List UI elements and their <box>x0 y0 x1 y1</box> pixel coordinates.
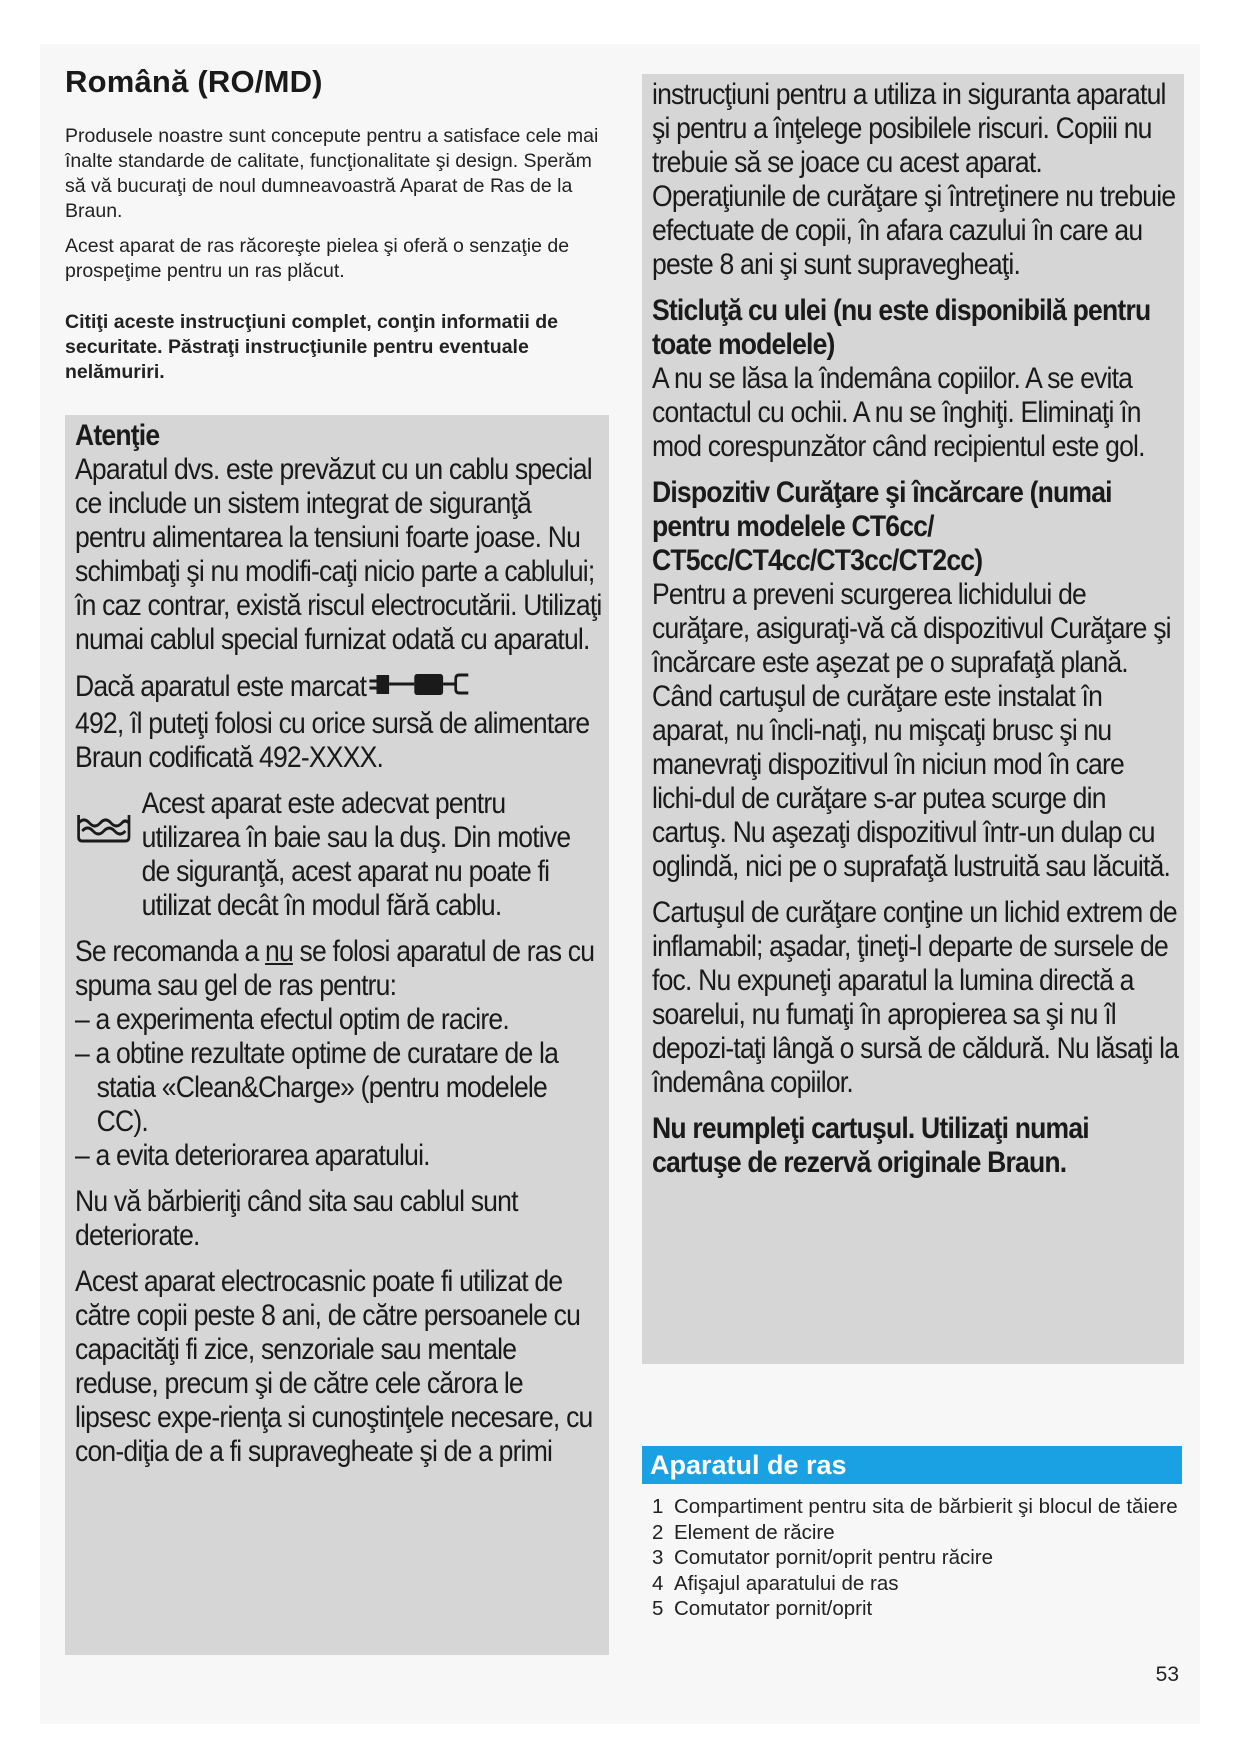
warning-paragraph <box>75 669 602 775</box>
station-paragraph: Pentru a preveni scurgerea lichidului de curăţare, asiguraţi-vă că dispozitivul Curăţare şi încărcare este aşezat pe o suprafaţă plană. Când cartuşul de curăţare este instalat în aparat, nu încli-naţi, nu mişcaţi brusc şi nu manevraţi dispozitivul în niciun mod în care lichi-dul de curăţare s-ar putea scurge din cartuş. Nu aşezaţi dispozitivul într-un dulap cu oglindă, nici pe o suprafaţă lustruită sau lăcuită. <box>652 578 1171 883</box>
title-language: Română <box>65 64 189 99</box>
oil-paragraph: A nu se lăsa la îndemâna copiilor. A se evita contactul cu ochii. A nu se înghiţi. Eliminaţi în mod corespunzător când recipientul este gol. <box>652 362 1145 463</box>
recommend-text: Se recomanda a <box>75 935 266 968</box>
part-number: 2 <box>652 1520 664 1544</box>
part-label: Element de răcire <box>674 1520 835 1544</box>
section-title-bar: Aparatul de ras <box>642 1446 1182 1484</box>
recommend-text-end: se folosi aparatul de ras cu spuma sau gel de ras pentru: <box>75 935 595 1002</box>
part-label: Comutator pornit/oprit pentru răcire <box>674 1546 994 1569</box>
warning-content <box>75 419 602 1469</box>
intro-column <box>65 64 609 385</box>
recommend-underlined: nu <box>265 935 293 968</box>
station-heading: Dispozitiv Curăţare şi încărcare (numai pentru modelele CT6cc/ CT5cc/CT4cc/CT3cc/CT2cc) <box>652 476 1112 577</box>
warning-box <box>65 415 609 1655</box>
part-number: 3 <box>652 1546 664 1569</box>
part-label: Compartiment pentru sita de bărbierit şi blocul de tăiere <box>674 1495 1178 1518</box>
list-item: – a obtine rezultate optime de curatare de la statia «Clean&Charge» (pentru modelele CC). <box>75 1037 559 1138</box>
list-item <box>652 1571 1182 1597</box>
page-number: 53 <box>1155 1663 1179 1686</box>
warning-paragraph: Acest aparat electrocasnic poate fi utilizat de către copii peste 8 ani, de către persoanele cu capacităţi fi zice, senzoriale sau mentale reduse, precum şi de către cele cărora le lipsesc expe-rienţa si cunoştinţele necesare, cu con-diţia de a fi supravegheate şi de a primi <box>75 1265 593 1468</box>
warning-paragraph: Aparatul dvs. este prevăzut cu un cablu special ce include un sistem integrat de siguranţă pentru alimentarea la tensiuni foarte joase. Nu schimbaţi şi nu modifi-caţi nicio parte a cablului; în caz contrar, există riscul electrocutării. Utilizaţi numai cablul special furnizat odată cu aparatul. <box>75 453 602 656</box>
marking-text: Dacă aparatul este marcat <box>75 669 367 703</box>
bath-paragraph: Acest aparat este adecvat pentru utilizarea în baie sau la duş. Din motive de siguranţă, acest aparat nu poate fi utilizat decât în modul fără cablu. <box>141 787 571 922</box>
warning-paragraph: Nu vă bărbieriţi când sita sau cablul sunt deteriorate. <box>75 1185 518 1252</box>
list-item: – a evita deteriorarea aparatului. <box>75 1139 430 1172</box>
recommend-list <box>75 1003 602 1173</box>
plug-symbol-icon <box>370 669 478 707</box>
part-number: 4 <box>652 1571 664 1595</box>
part-label: Comutator pornit/oprit <box>674 1597 873 1620</box>
refill-warning: Nu reumpleţi cartuşul. Utilizaţi numai cartuşe de rezervă originale Braun. <box>652 1112 1089 1179</box>
oil-heading: Sticluţă cu ulei (nu este disponibilă pentru toate modelele) <box>652 294 1151 361</box>
cartridge-paragraph: Cartuşul de curăţare conţine un lichid extrem de inflamabil; aşadar, ţineţi-l departe de sursele de foc. Nu expuneţi aparatul la lumina directă a soarelui, nu fumaţi în apropierea sa şi nu îl depozi-taţi lângă o sursă de căldură. Nu lăsaţi la îndemâna copiilor. <box>652 896 1179 1099</box>
page-title <box>65 64 609 100</box>
part-number: 1 <box>652 1495 664 1518</box>
read-instructions-note: Citiţi aceste instrucţiuni complet, conţin informatii de securitate. Păstraţi instrucţiunile pentru eventuale nelămuriri. <box>65 311 558 383</box>
safety-paragraph: instrucţiuni pentru a utiliza in siguranta aparatul şi pentru a înţelege posibilele riscuri. Copiii nu trebuie să se joace cu acest aparat. Operaţiunile de curăţare şi întreţinere nu trebuie efectuate de copii, în afara cazului în care au peste 8 ani şi sunt supravegheaţi. <box>652 78 1176 281</box>
title-region: (RO/MD) <box>188 64 323 99</box>
list-item <box>652 1596 1182 1622</box>
intro-text <box>65 124 609 385</box>
bath-shower-icon <box>75 797 133 853</box>
warning-paragraph <box>75 935 602 1003</box>
safety-content <box>652 78 1179 1180</box>
intro-paragraph: Acest aparat de ras răcoreşte pielea şi oferă o senzaţie de prospeţime pentru un ras plăcut. <box>65 235 570 282</box>
intro-paragraph: Produsele noastre sunt concepute pentru a satisface cele mai înalte standarde de calitate, funcţionalitate şi design. Sperăm să vă bucuraţi de noul dumneavoastră Aparat de Ras de la Braun. <box>65 125 599 222</box>
part-label: Afişajul aparatului de ras <box>674 1571 899 1595</box>
marking-text-continued: 492, îl puteţi folosi cu orice sursă de alimentare Braun codificată 492-XXXX. <box>75 707 590 774</box>
list-item <box>652 1520 1182 1546</box>
bath-warning <box>75 787 602 923</box>
list-item <box>652 1545 1182 1571</box>
warning-heading: Atenţie <box>75 419 160 452</box>
list-item <box>652 1494 1182 1520</box>
parts-list <box>652 1494 1182 1622</box>
list-item: – a experimenta efectul optim de racire. <box>75 1003 509 1036</box>
safety-box <box>642 74 1184 1364</box>
part-number: 5 <box>652 1597 664 1620</box>
